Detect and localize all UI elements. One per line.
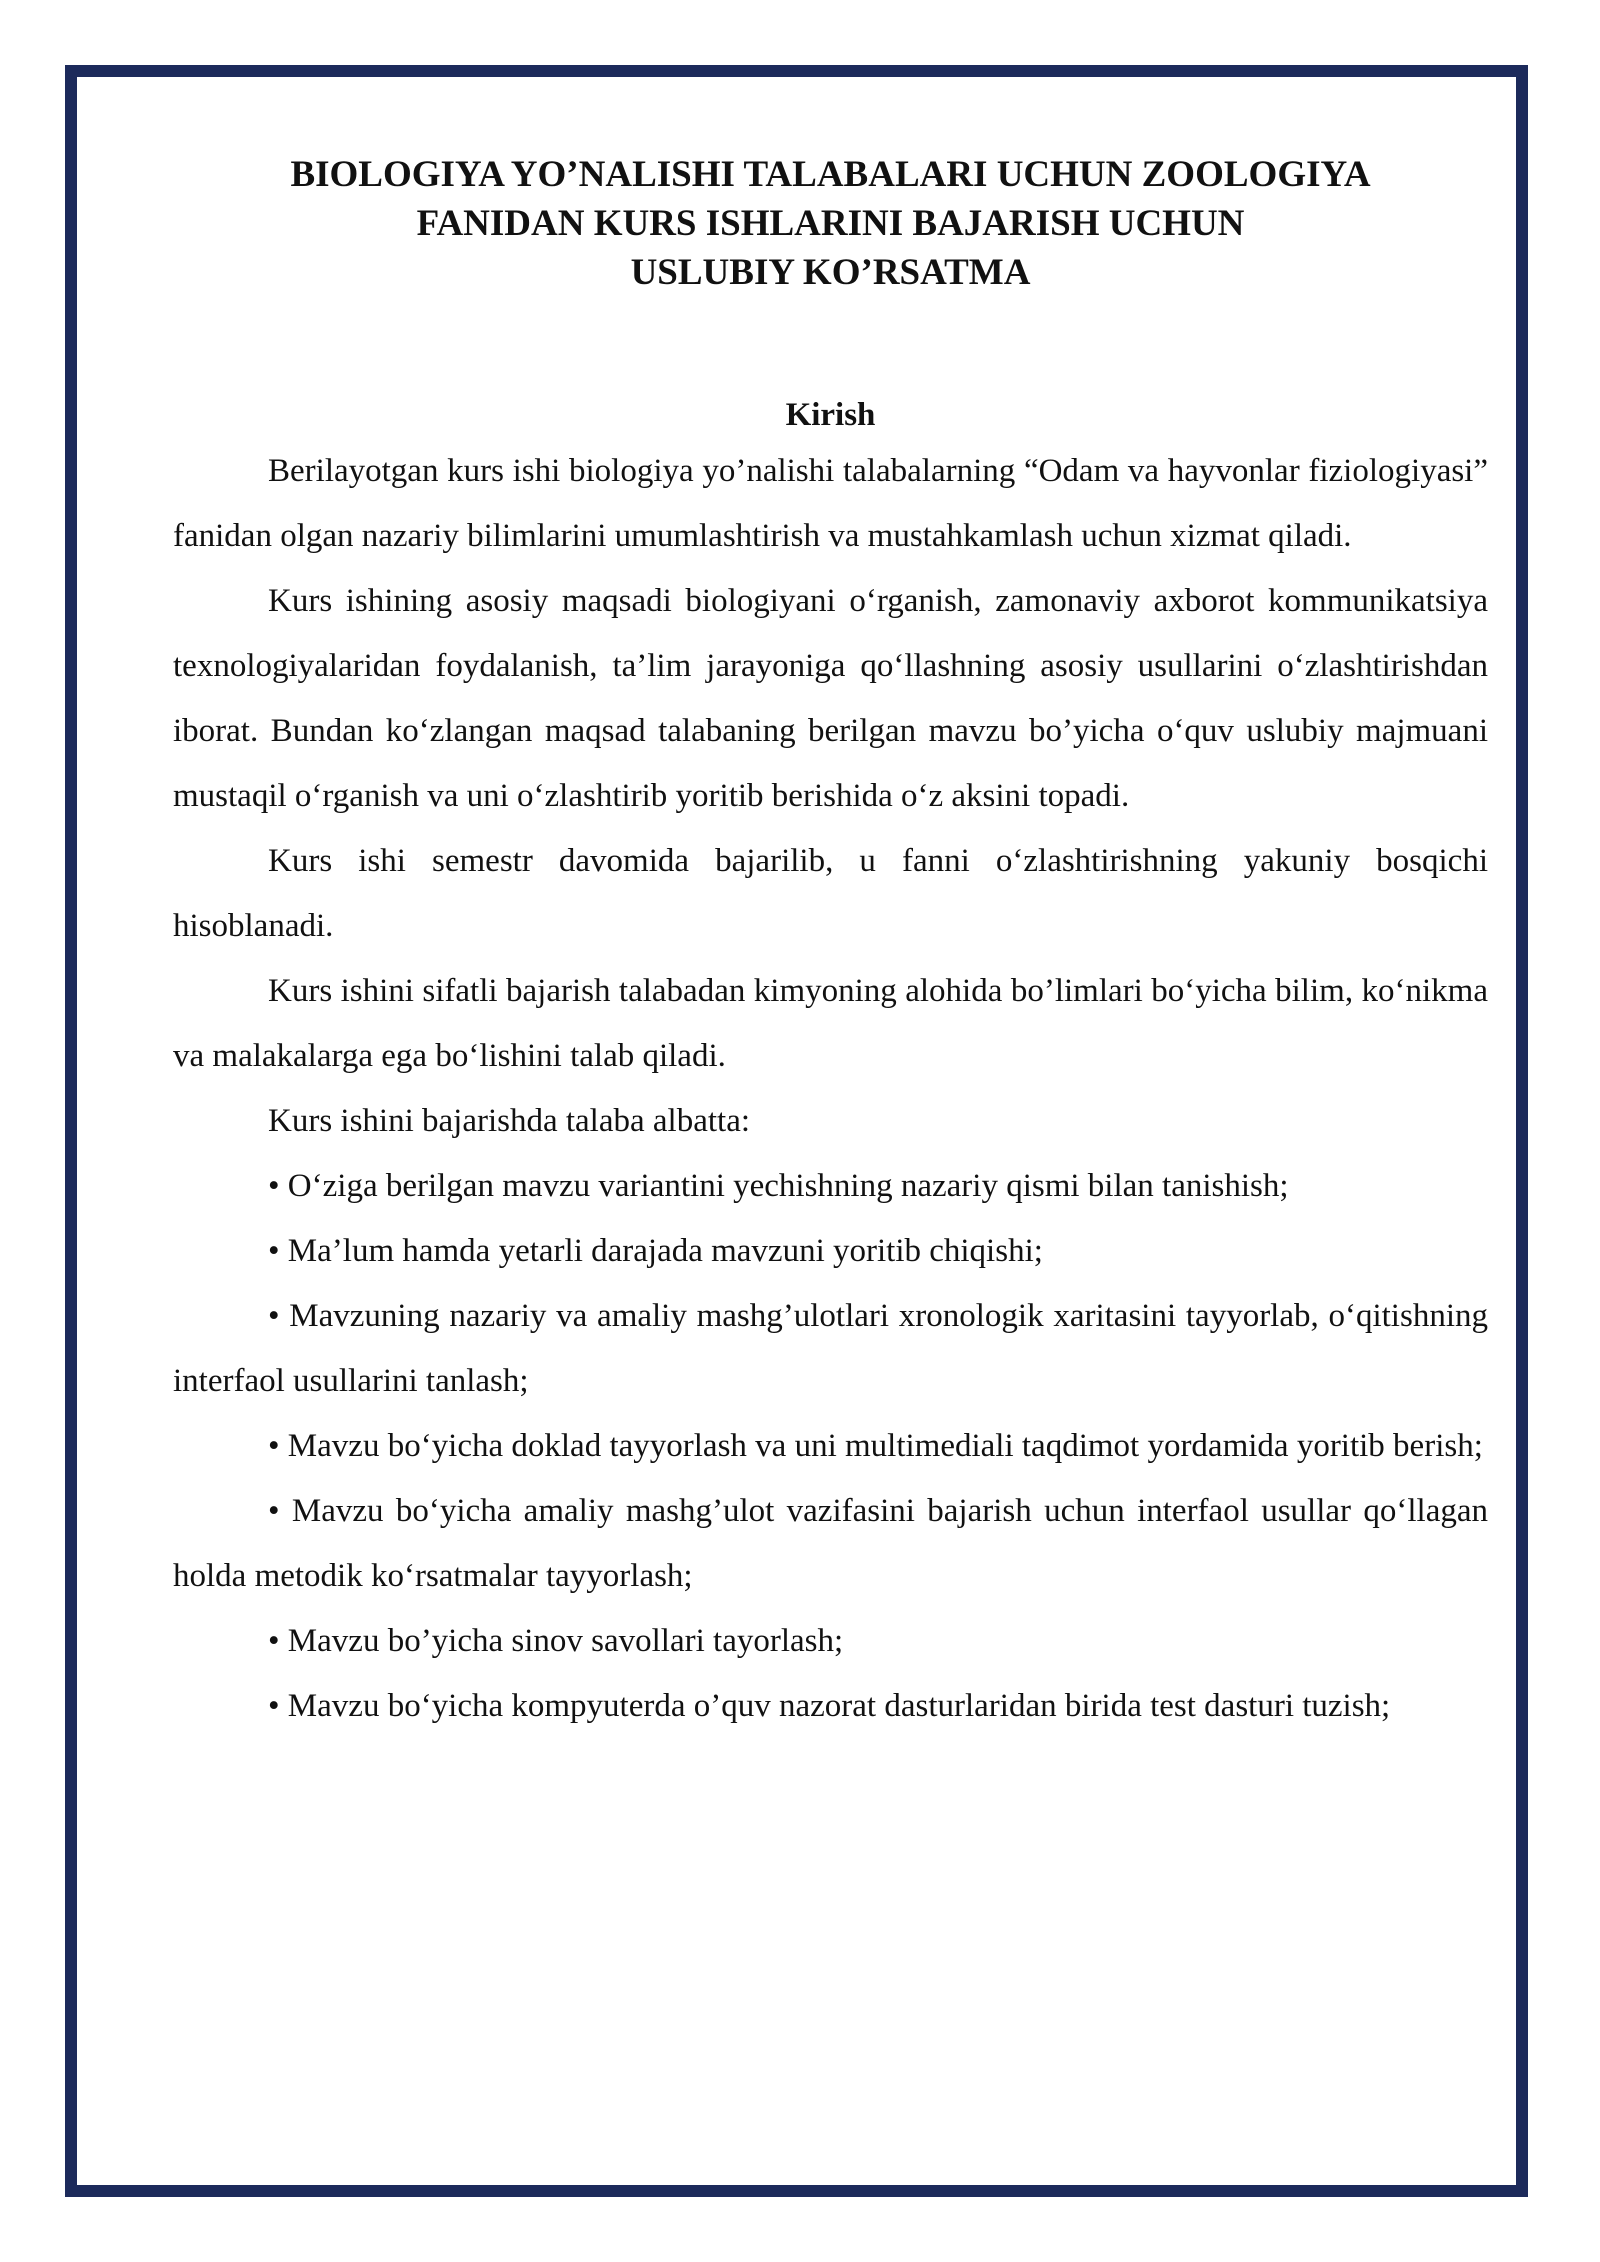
bullet-item: • Mavzu bo‘yicha kompyuterda o’quv nazorat dasturlaridan birida test dasturi tuzish; — [268, 1688, 1391, 1724]
paragraph: Kurs ishini sifatli bajarish talabadan kimyoning alohida bo’limlari bo‘yicha bilim, ko‘nikma va malakalarga ega bo‘lishini talab qiladi. — [173, 973, 1488, 1074]
document-title — [173, 150, 1488, 297]
bullet-item: • O‘ziga berilgan mavzu variantini yechishning nazariy qismi bilan tanishish; — [268, 1168, 1289, 1204]
bullet-item: • Mavzu bo’yicha sinov savollari tayorlash; — [268, 1623, 844, 1659]
section-heading: Kirish — [785, 397, 876, 433]
bullet-item: • Mavzu bo‘yicha doklad tayyorlash va uni multimediali taqdimot yordamida yoritib berish; — [268, 1428, 1483, 1464]
paragraph: Kurs ishini bajarishda talaba albatta: — [268, 1103, 751, 1139]
title-line: USLUBIY KO’RSATMA — [630, 252, 1031, 293]
paragraph: Kurs ishi semestr davomida bajarilib, u fanni o‘zlashtirishning yakuniy bosqichi hisoblanadi. — [173, 843, 1488, 944]
paragraph: Kurs ishining asosiy maqsadi biologiyani o‘rganish, zamonaviy axborot kommunikatsiya texnologiyalaridan foydalanish, ta’lim jarayoniga qo‘llashning asosiy usullarini o‘zlashtirishdan iborat. Bundan ko‘zlangan maqsad talabaning berilgan mavzu bo’yicha o‘quv uslubiy majmuani mustaqil o‘rganish va uni o‘zlashtirib yoritib berishida o‘z aksini topadi. — [173, 583, 1488, 814]
bullet-item: • Mavzu bo‘yicha amaliy mashg’ulot vazifasini bajarish uchun interfaol usullar qo‘llagan holda metodik ko‘rsatmalar tayyorlash; — [173, 1493, 1488, 1594]
document-body — [173, 150, 1488, 1739]
title-line: BIOLOGIYA YO’NALISHI TALABALARI UCHUN ZOOLOGIYA — [290, 154, 1371, 195]
title-line: FANIDAN KURS ISHLARINI BAJARISH UCHUN — [416, 203, 1245, 244]
paragraph: Berilayotgan kurs ishi biologiya yo’nalishi talabalarning “Odam va hayvonlar fiziologiyasi” fanidan olgan nazariy bilimlarini umumlashtirish va mustahkamlash uchun xizmat qiladi. — [173, 453, 1488, 554]
bullet-item: • Mavzuning nazariy va amaliy mashg’ulotlari xronologik xaritasini tayyorlab, o‘qitishning interfaol usullarini tanlash; — [173, 1298, 1488, 1399]
bullet-item: • Ma’lum hamda yetarli darajada mavzuni yoritib chiqishi; — [268, 1233, 1043, 1269]
